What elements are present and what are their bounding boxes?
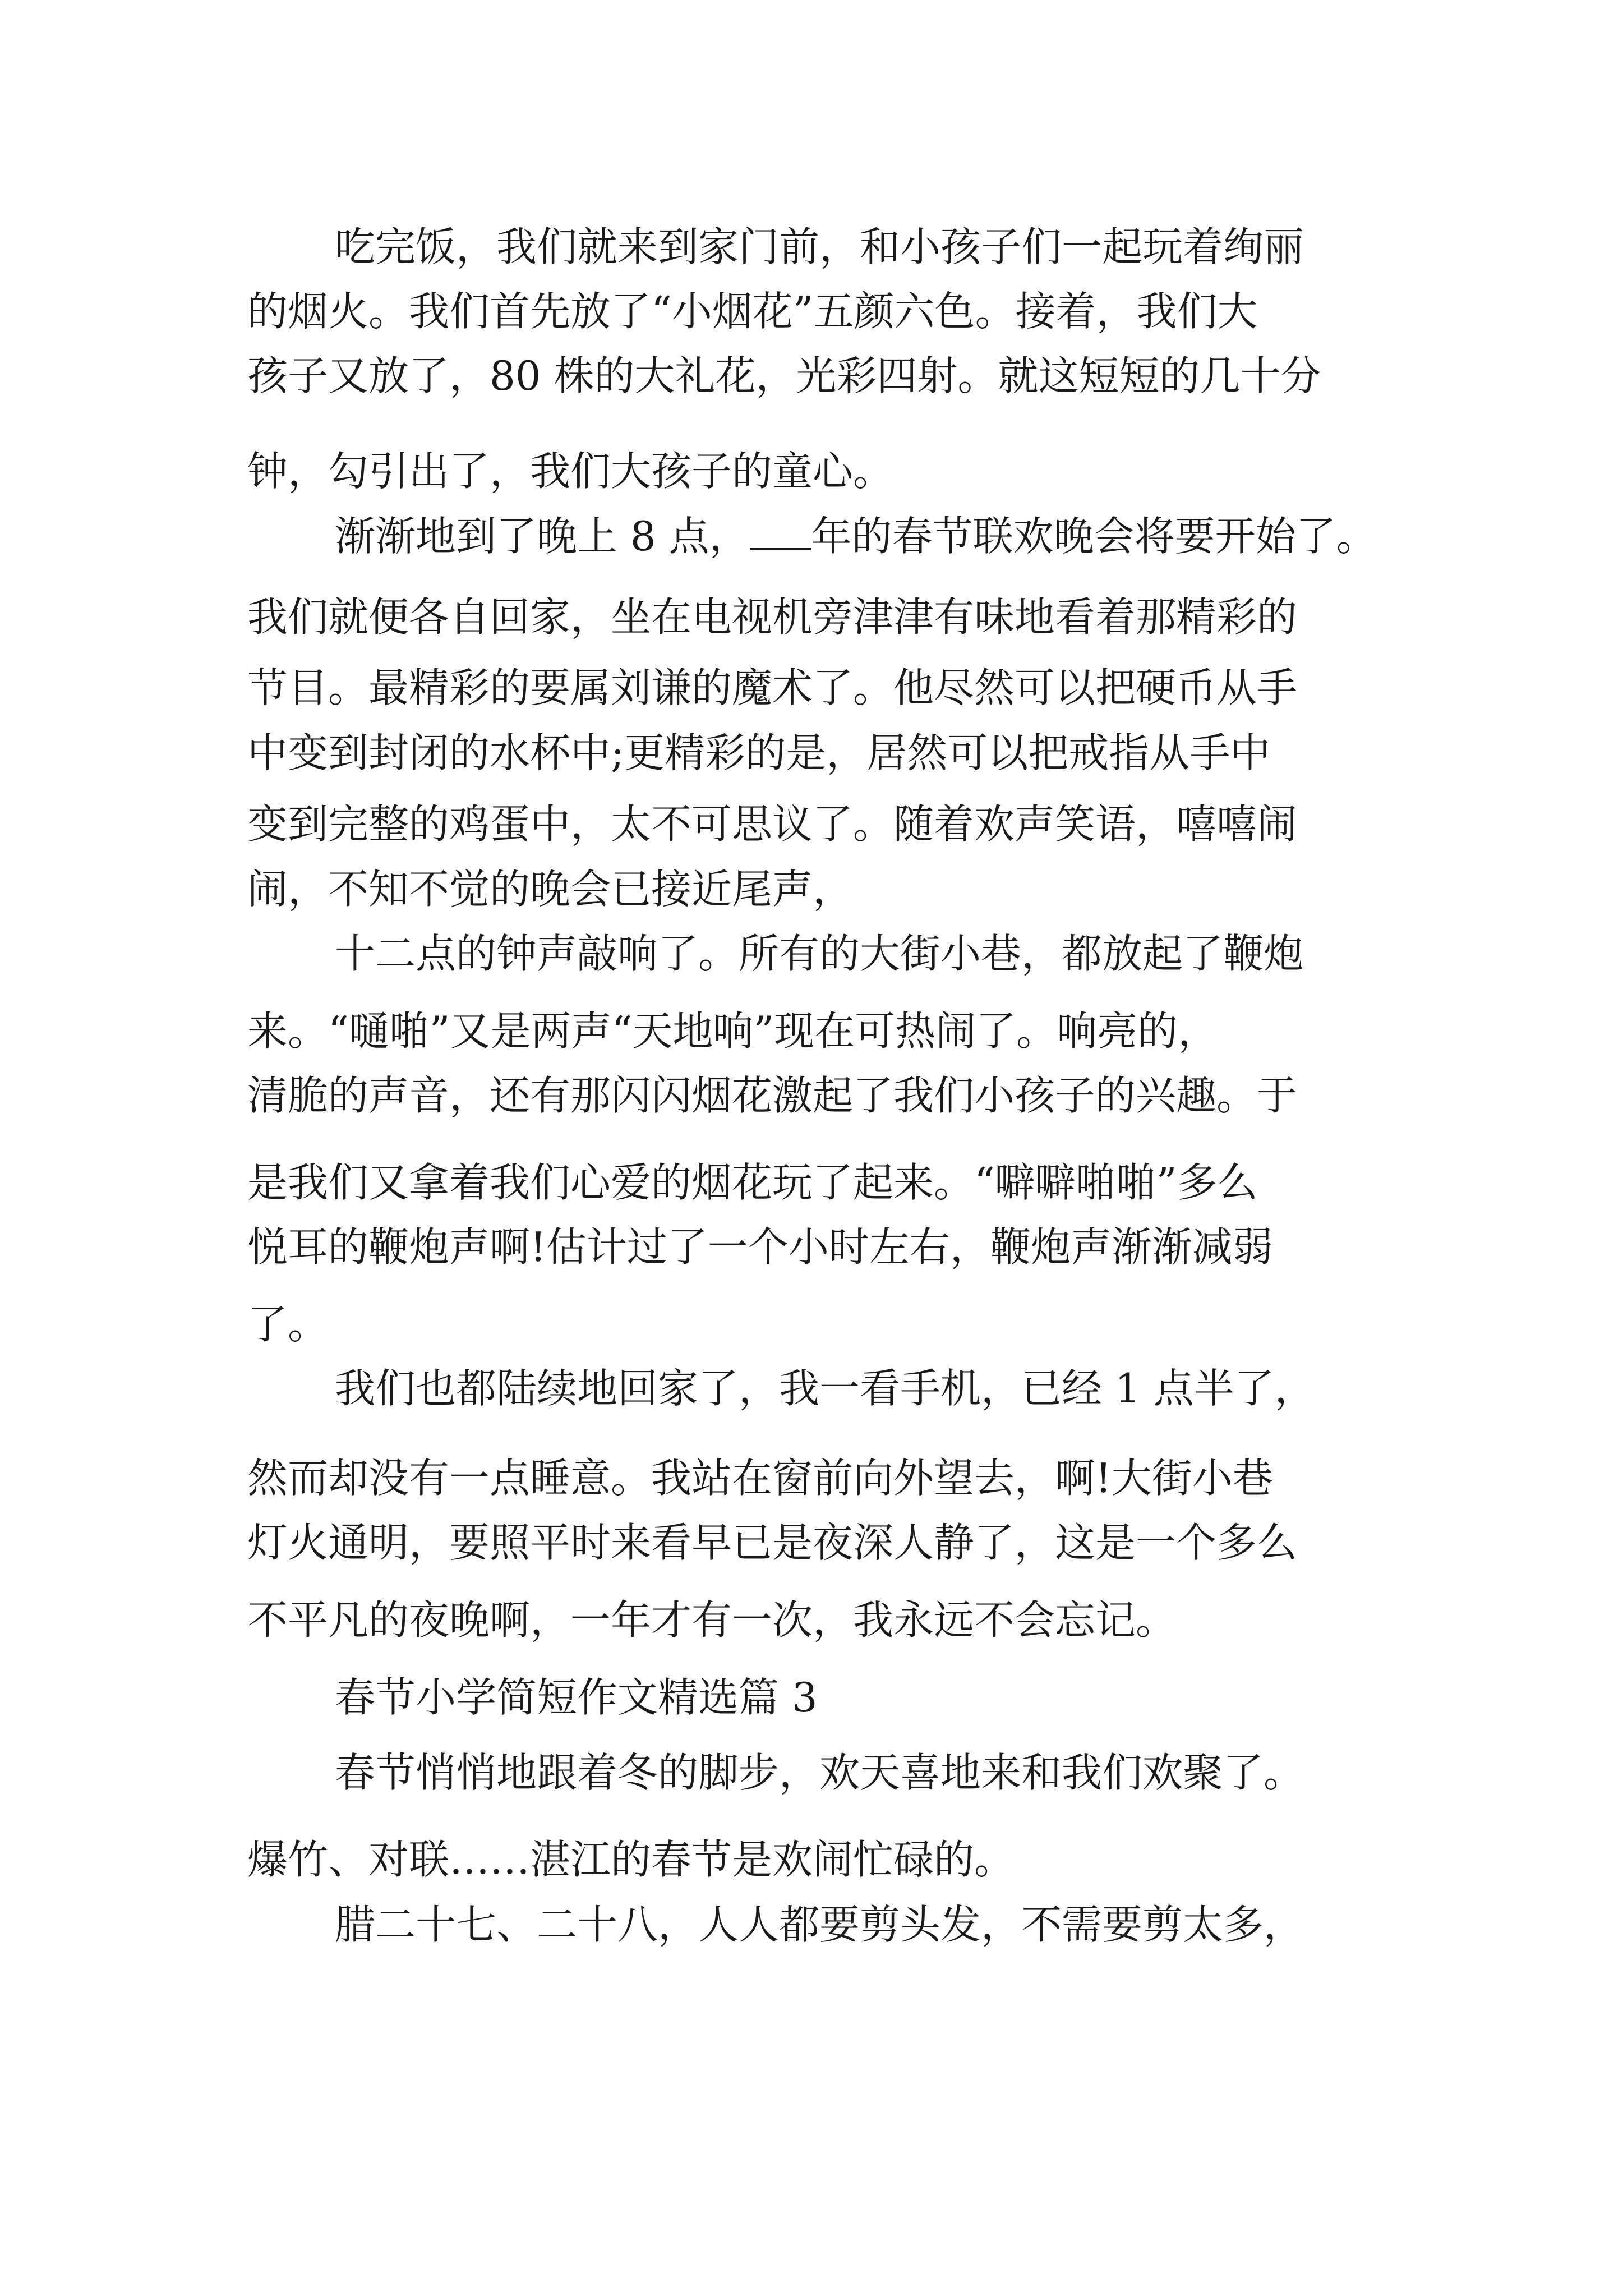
line-segment: 年的春节联欢晚会将要开始了。 (811, 513, 1377, 560)
paragraph-line: 十二点的钟声敲响了。所有的大街小巷，都放起了鞭炮 (335, 930, 1304, 977)
paragraph-line: 悦耳的鞭炮声啊!估计过了一个小时左右，鞭炮声渐渐减弱 (247, 1223, 1273, 1271)
paragraph-line: 的烟火。我们首先放了“小烟花”五颜六色。接着，我们大 (247, 288, 1258, 335)
paragraph-line: 春节悄悄地跟着冬的脚步，欢天喜地来和我们欢聚了。 (335, 1749, 1304, 1796)
paragraph-line: 然而却没有一点睡意。我站在窗前向外望去，啊!大街小巷 (247, 1455, 1273, 1502)
paragraph-line: 了。 (247, 1301, 329, 1348)
paragraph-line: 是我们又拿着我们心爱的烟花玩了起来。“噼噼啪啪”多么 (247, 1159, 1258, 1206)
line-segment: 渐渐地到了晚上 8 点， (335, 513, 750, 560)
paragraph-line: 腊二十七、二十八，人人都要剪头发，不需要剪太多， (335, 1901, 1304, 1948)
paragraph-line (335, 509, 1377, 563)
paragraph-line: 灯火通明，要照平时来看早已是夜深人静了，这是一个多么 (247, 1519, 1298, 1566)
paragraph-line: 中变到封闭的水杯中;更精彩的是，居然可以把戒指从手中 (247, 729, 1271, 776)
paragraph-line: 不平凡的夜晚啊，一年才有一次，我永远不会忘记。 (247, 1596, 1177, 1644)
paragraph-line: 清脆的声音，还有那闪闪烟花激起了我们小孩子的兴趣。于 (247, 1072, 1298, 1119)
paragraph-line: 我们也都陆续地回家了，我一看手机，已经 1 点半了， (335, 1365, 1315, 1412)
paragraph-line: 变到完整的鸡蛋中，太不可思议了。随着欢声笑语，嘻嘻闹 (247, 800, 1298, 848)
fill-in-blank (750, 546, 811, 550)
paragraph-line: 爆竹、对联……湛江的春节是欢闹忙碌的。 (247, 1836, 1015, 1883)
paragraph-line: 吃完饭，我们就来到家门前，和小孩子们一起玩着绚丽 (335, 223, 1304, 270)
paragraph-line: 节目。最精彩的要属刘谦的魔术了。他尽然可以把硬币从手 (247, 664, 1298, 711)
paragraph-line: 孩子又放了，80 株的大礼花，光彩四射。就这短短的几十分 (247, 352, 1321, 399)
paragraph-line: 我们就便各自回家，坐在电视机旁津津有味地看着那精彩的 (247, 593, 1298, 641)
paragraph-line: 钟，勾引出了，我们大孩子的童心。 (247, 448, 894, 495)
paragraph-line: 闹，不知不觉的晚会已接近尾声， (247, 866, 854, 913)
section-heading: 春节小学简短作文精选篇 3 (335, 1674, 818, 1721)
paragraph-line: 来。“嗵啪”又是两声“天地响”现在可热闹了。响亮的， (247, 1007, 1219, 1055)
